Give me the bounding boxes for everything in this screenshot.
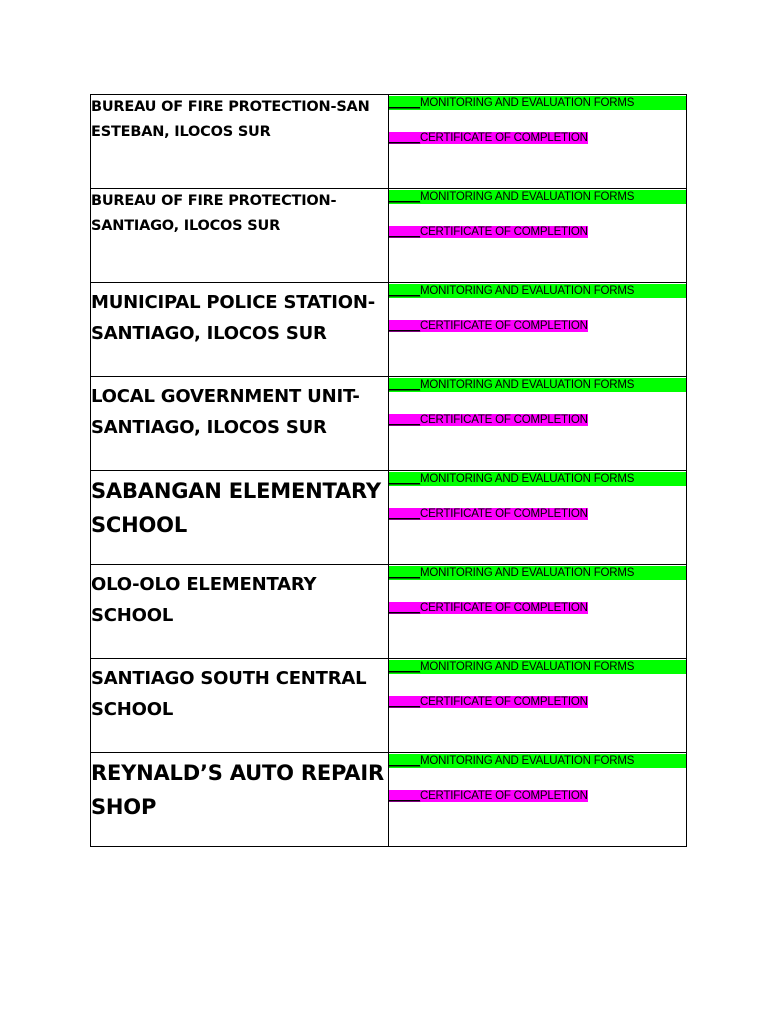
organization-name: OLO-OLO ELEMENTARY SCHOOL [91, 574, 317, 626]
organization-name: SABANGAN ELEMENTARY SCHOOL [91, 479, 381, 537]
organization-cell [91, 189, 389, 283]
checkbox-blank: _____ [389, 226, 420, 238]
checkbox-blank: _____ [389, 696, 420, 708]
certificate-label: CERTIFICATE OF COMPLETION [419, 320, 588, 332]
organization-cell [91, 95, 389, 189]
requirements-cell [389, 95, 687, 189]
organization-name: SANTIAGO SOUTH CENTRAL SCHOOL [91, 668, 367, 720]
monitoring-forms-item [389, 190, 686, 204]
certificate-item [389, 131, 686, 145]
monitoring-forms-label: MONITORING AND EVALUATION FORMS [419, 191, 635, 203]
checkbox-blank: _____ [389, 755, 420, 767]
certificate-item [389, 413, 686, 427]
requirements-cell [389, 377, 687, 471]
organization-cell [91, 659, 389, 753]
certificate-label: CERTIFICATE OF COMPLETION [419, 790, 588, 802]
organization-cell [91, 753, 389, 847]
monitoring-forms-item [389, 378, 686, 392]
requirements-cell [389, 471, 687, 565]
checkbox-blank: _____ [389, 790, 420, 802]
table-row [91, 565, 687, 659]
organization-name: BUREAU OF FIRE PROTECTION-SANTIAGO, ILOCOS SUR [91, 193, 337, 234]
monitoring-forms-label: MONITORING AND EVALUATION FORMS [419, 661, 635, 673]
monitoring-forms-item [389, 660, 686, 674]
requirements-cell [389, 565, 687, 659]
organization-name: REYNALD’S AUTO REPAIR SHOP [91, 761, 384, 819]
certificate-label: CERTIFICATE OF COMPLETION [419, 414, 588, 426]
certificate-label: CERTIFICATE OF COMPLETION [419, 602, 588, 614]
checkbox-blank: _____ [389, 132, 420, 144]
monitoring-forms-label: MONITORING AND EVALUATION FORMS [419, 473, 635, 485]
checkbox-blank: _____ [389, 508, 420, 520]
checkbox-blank: _____ [389, 473, 420, 485]
certificate-label: CERTIFICATE OF COMPLETION [419, 226, 588, 238]
monitoring-forms-label: MONITORING AND EVALUATION FORMS [419, 567, 635, 579]
checkbox-blank: _____ [389, 414, 420, 426]
checklist-table [90, 94, 687, 847]
certificate-label: CERTIFICATE OF COMPLETION [419, 696, 588, 708]
checkbox-blank: _____ [389, 285, 420, 297]
monitoring-forms-item [389, 754, 686, 768]
organization-cell [91, 377, 389, 471]
table-row [91, 659, 687, 753]
checkbox-blank: _____ [389, 320, 420, 332]
monitoring-forms-item [389, 472, 686, 486]
monitoring-forms-label: MONITORING AND EVALUATION FORMS [419, 285, 635, 297]
requirements-cell [389, 283, 687, 377]
monitoring-forms-label: MONITORING AND EVALUATION FORMS [419, 379, 635, 391]
monitoring-forms-label: MONITORING AND EVALUATION FORMS [419, 97, 635, 109]
table-row [91, 95, 687, 189]
checkbox-blank: _____ [389, 97, 420, 109]
requirements-cell [389, 659, 687, 753]
monitoring-forms-label: MONITORING AND EVALUATION FORMS [419, 755, 635, 767]
checkbox-blank: _____ [389, 191, 420, 203]
monitoring-forms-item [389, 284, 686, 298]
certificate-item [389, 601, 686, 615]
checkbox-blank: _____ [389, 379, 420, 391]
certificate-item [389, 319, 686, 333]
organization-name: BUREAU OF FIRE PROTECTION-SAN ESTEBAN, ILOCOS SUR [91, 99, 370, 140]
table-row [91, 471, 687, 565]
checkbox-blank: _____ [389, 661, 420, 673]
certificate-item [389, 695, 686, 709]
checkbox-blank: _____ [389, 567, 420, 579]
monitoring-forms-item [389, 96, 686, 110]
certificate-item [389, 789, 686, 803]
table-row [91, 377, 687, 471]
organization-name: LOCAL GOVERNMENT UNIT-SANTIAGO, ILOCOS SUR [91, 386, 360, 438]
table-row [91, 189, 687, 283]
certificate-item [389, 225, 686, 239]
organization-cell [91, 471, 389, 565]
organization-cell [91, 565, 389, 659]
certificate-item [389, 507, 686, 521]
certificate-label: CERTIFICATE OF COMPLETION [419, 508, 588, 520]
table-row [91, 283, 687, 377]
monitoring-forms-item [389, 566, 686, 580]
certificate-label: CERTIFICATE OF COMPLETION [419, 132, 588, 144]
requirements-cell [389, 189, 687, 283]
requirements-cell [389, 753, 687, 847]
table-row [91, 753, 687, 847]
organization-name: MUNICIPAL POLICE STATION-SANTIAGO, ILOCOS SUR [91, 292, 376, 344]
organization-cell [91, 283, 389, 377]
checkbox-blank: _____ [389, 602, 420, 614]
